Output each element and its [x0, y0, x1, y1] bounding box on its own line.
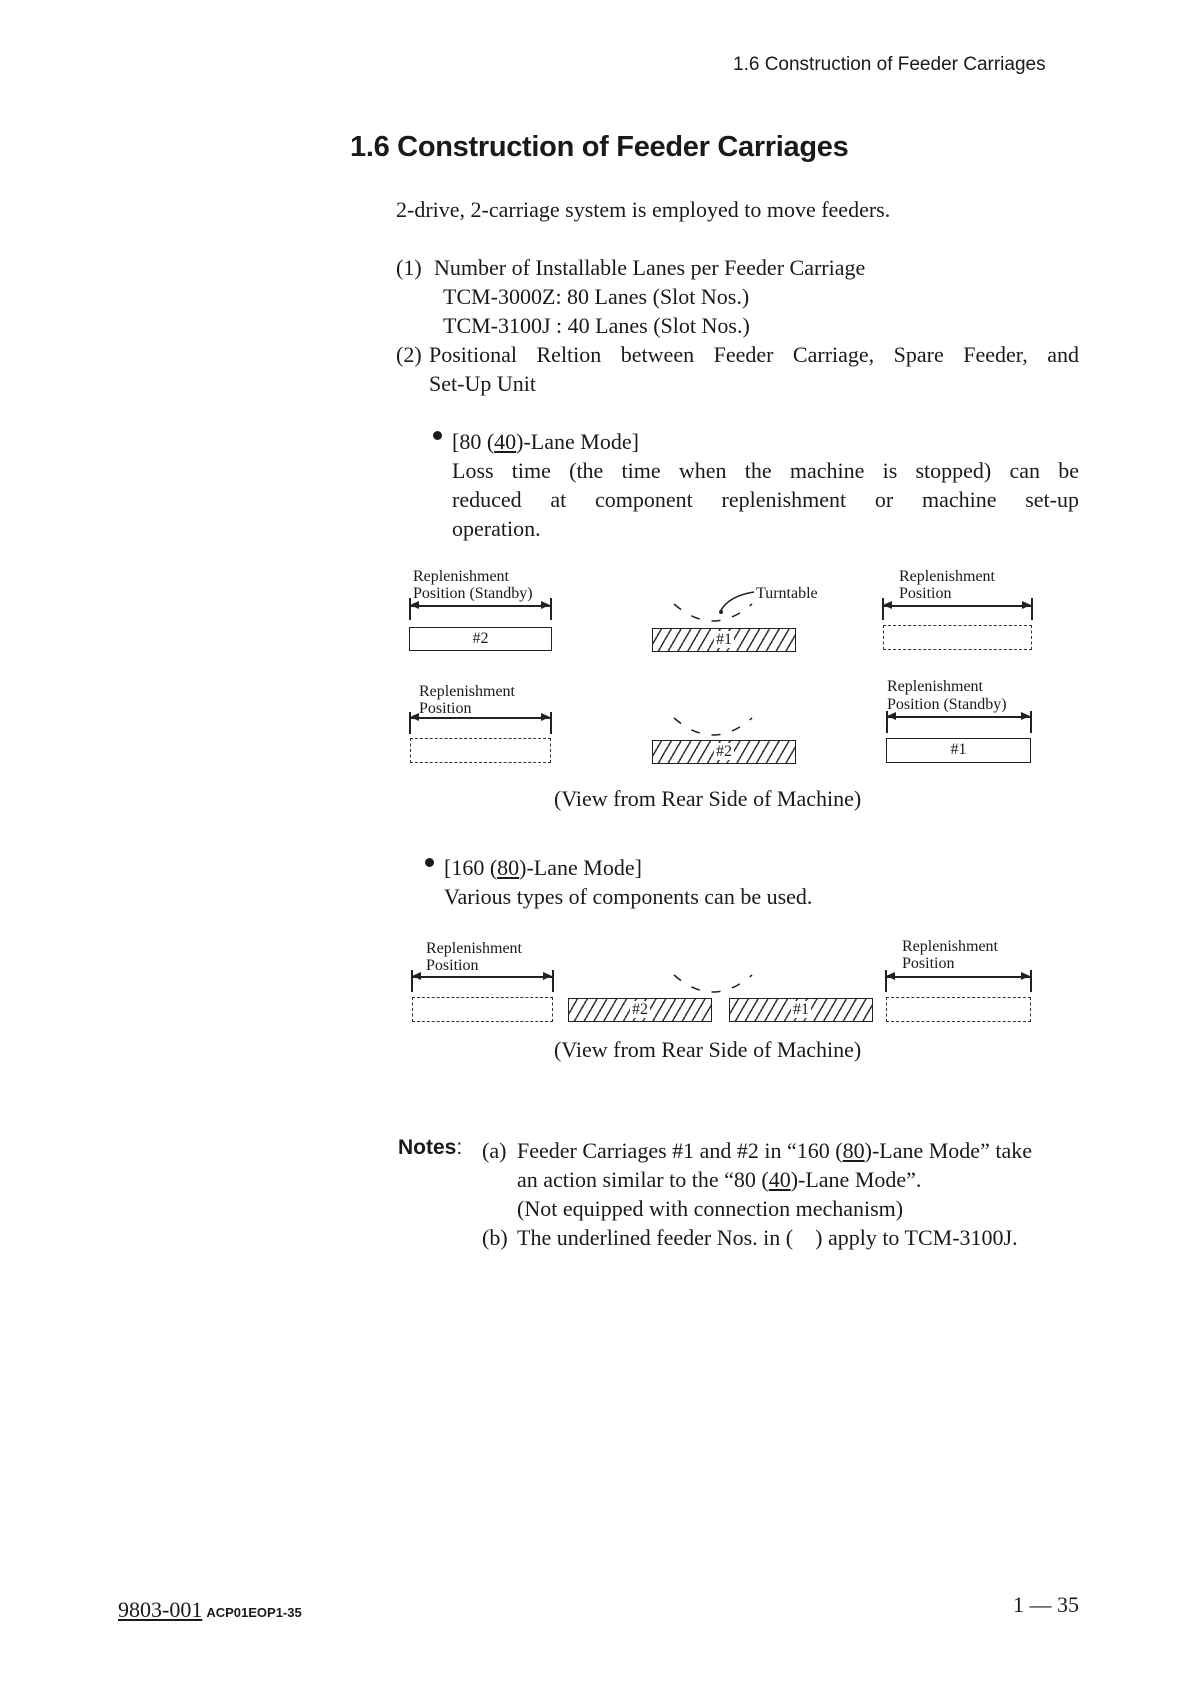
item2-marker: (2): [396, 342, 422, 367]
arrow-left-icon: [887, 712, 896, 720]
label-position: Position: [419, 700, 472, 717]
item2-text2: Set-Up Unit: [429, 371, 536, 396]
mode80-title-post: )-Lane Mode]: [516, 429, 639, 454]
carriage-1-box: [886, 738, 1031, 763]
dimension-line: [410, 605, 550, 607]
mode80-desc3: operation.: [452, 516, 541, 541]
turntable-pointer-icon: [718, 588, 758, 618]
arrow-left-icon: [883, 601, 892, 609]
mode160-title-post: )-Lane Mode]: [519, 855, 642, 880]
arrow-right-icon: [543, 972, 552, 980]
dimension-line: [886, 976, 1030, 978]
note-a-line1-underlined: 80: [842, 1138, 865, 1163]
footer-doc-number: 9803-001: [118, 1597, 203, 1622]
carriage-2-label: #2: [716, 743, 732, 760]
dimension-tick: [550, 712, 552, 734]
dimension-tick: [885, 970, 887, 992]
label-position: Position: [899, 585, 952, 602]
dimension-tick: [550, 598, 552, 620]
footer-doc-info: [118, 1597, 302, 1623]
carriage-2-box: [409, 627, 552, 651]
dimension-tick: [409, 598, 411, 620]
note-b-marker: (b): [482, 1225, 508, 1250]
label-position: Position: [426, 957, 479, 974]
note-a-line1-pre: Feeder Carriages #1 and #2 in “160 (: [517, 1138, 843, 1163]
label-position-standby: Position (Standby): [413, 585, 533, 602]
arrow-left-icon: [410, 713, 419, 721]
note-a-line3: (Not equipped with connection mechanism): [517, 1196, 904, 1221]
label-replenishment: Replenishment: [902, 938, 998, 955]
mode160-title-pre: [160 (: [444, 855, 498, 880]
carriage-2-active: [652, 740, 796, 764]
dimension-tick: [1030, 711, 1032, 733]
note-a-line2-pre: an action similar to the “80 (: [517, 1167, 769, 1192]
section-title: 1.6 Construction of Feeder Carriages: [350, 131, 849, 163]
dimension-tick: [882, 598, 884, 620]
arrow-right-icon: [541, 713, 550, 721]
page-number: 1 — 35: [1013, 1592, 1079, 1617]
label-turntable: Turntable: [756, 585, 818, 602]
empty-position-box: [886, 997, 1031, 1022]
diagram1-caption: (View from Rear Side of Machine): [554, 786, 862, 811]
note-a-marker: (a): [482, 1138, 507, 1163]
dimension-line: [410, 717, 550, 719]
item1-text: Number of Installable Lanes per Feeder Carriage: [434, 255, 866, 280]
item1-line1: TCM-3000Z: 80 Lanes (Slot Nos.): [443, 284, 750, 309]
carriage-1-active: [652, 628, 796, 652]
item1-marker: (1): [396, 255, 422, 280]
dimension-tick: [411, 970, 413, 992]
arrow-left-icon: [412, 972, 421, 980]
mode160-title-underlined: 80: [497, 855, 520, 880]
empty-position-box: [412, 997, 553, 1022]
bullet-icon: [433, 431, 442, 440]
diagram2-caption: (View from Rear Side of Machine): [554, 1037, 862, 1062]
carriage-1-label: #1: [793, 1001, 809, 1018]
arrow-right-icon: [1021, 972, 1030, 980]
arrow-right-icon: [541, 601, 550, 609]
mode80-title-pre: [80 (: [452, 429, 495, 454]
item1-line2: TCM-3100J : 40 Lanes (Slot Nos.): [443, 313, 750, 338]
carriage-1-active: [729, 998, 873, 1022]
note-a-line2-post: )-Lane Mode”.: [790, 1167, 922, 1192]
notes-label-text: Notes: [398, 1136, 457, 1159]
arrow-right-icon: [1021, 712, 1030, 720]
note-a-line2: [517, 1165, 921, 1194]
label-replenishment: Replenishment: [899, 568, 995, 585]
arrow-left-icon: [886, 972, 895, 980]
bullet-icon: [425, 858, 434, 867]
dimension-line: [412, 976, 552, 978]
label-replenishment: Replenishment: [413, 568, 509, 585]
notes-label: [398, 1136, 462, 1160]
empty-position-box: [410, 738, 551, 763]
dimension-tick: [1031, 598, 1033, 620]
label-position-standby: Position (Standby): [887, 696, 1007, 713]
carriage-2-label: #2: [472, 630, 489, 647]
note-a-line1-post: )-Lane Mode” take: [864, 1138, 1032, 1163]
dimension-tick: [552, 970, 554, 992]
empty-position-box: [883, 625, 1032, 650]
arrow-left-icon: [410, 601, 419, 609]
arrow-right-icon: [1022, 601, 1031, 609]
carriage-2-label: #2: [632, 1001, 648, 1018]
mode80-desc2: reduced at component replenishment or machine set-up: [452, 487, 1079, 512]
carriage-2-active: [568, 998, 712, 1022]
dimension-line: [887, 716, 1030, 718]
mode80-title-underlined: 40: [494, 429, 517, 454]
label-replenishment: Replenishment: [426, 940, 522, 957]
label-replenishment: Replenishment: [419, 683, 515, 700]
mode160-title: [444, 853, 642, 882]
label-position: Position: [902, 955, 955, 972]
mode160-desc: Various types of components can be used.: [444, 884, 813, 909]
dimension-tick: [886, 711, 888, 733]
mode80-desc1: Loss time (the time when the machine is stopped) can be: [452, 458, 1079, 483]
dimension-tick: [1030, 970, 1032, 992]
dimension-line: [883, 605, 1031, 607]
intro-text: 2-drive, 2-carriage system is employed to move feeders.: [396, 197, 891, 222]
dimension-tick: [409, 712, 411, 734]
label-replenishment: Replenishment: [887, 678, 983, 695]
note-a-line2-underlined: 40: [768, 1167, 791, 1192]
note-a-line1: [517, 1136, 1032, 1165]
footer-doc-code: ACP01EOP1-35: [206, 1605, 302, 1620]
carriage-1-label: #1: [716, 631, 732, 648]
carriage-1-label: #1: [950, 741, 967, 758]
note-b-text: The underlined feeder Nos. in ( ) apply to TCM-3100J.: [517, 1225, 1018, 1250]
running-header: 1.6 Construction of Feeder Carriages: [733, 54, 1046, 75]
item2-text1: Positional Reltion between Feeder Carriage, Spare Feeder, and: [429, 342, 1079, 367]
mode80-title: [452, 427, 639, 456]
notes-colon: :: [456, 1136, 463, 1159]
